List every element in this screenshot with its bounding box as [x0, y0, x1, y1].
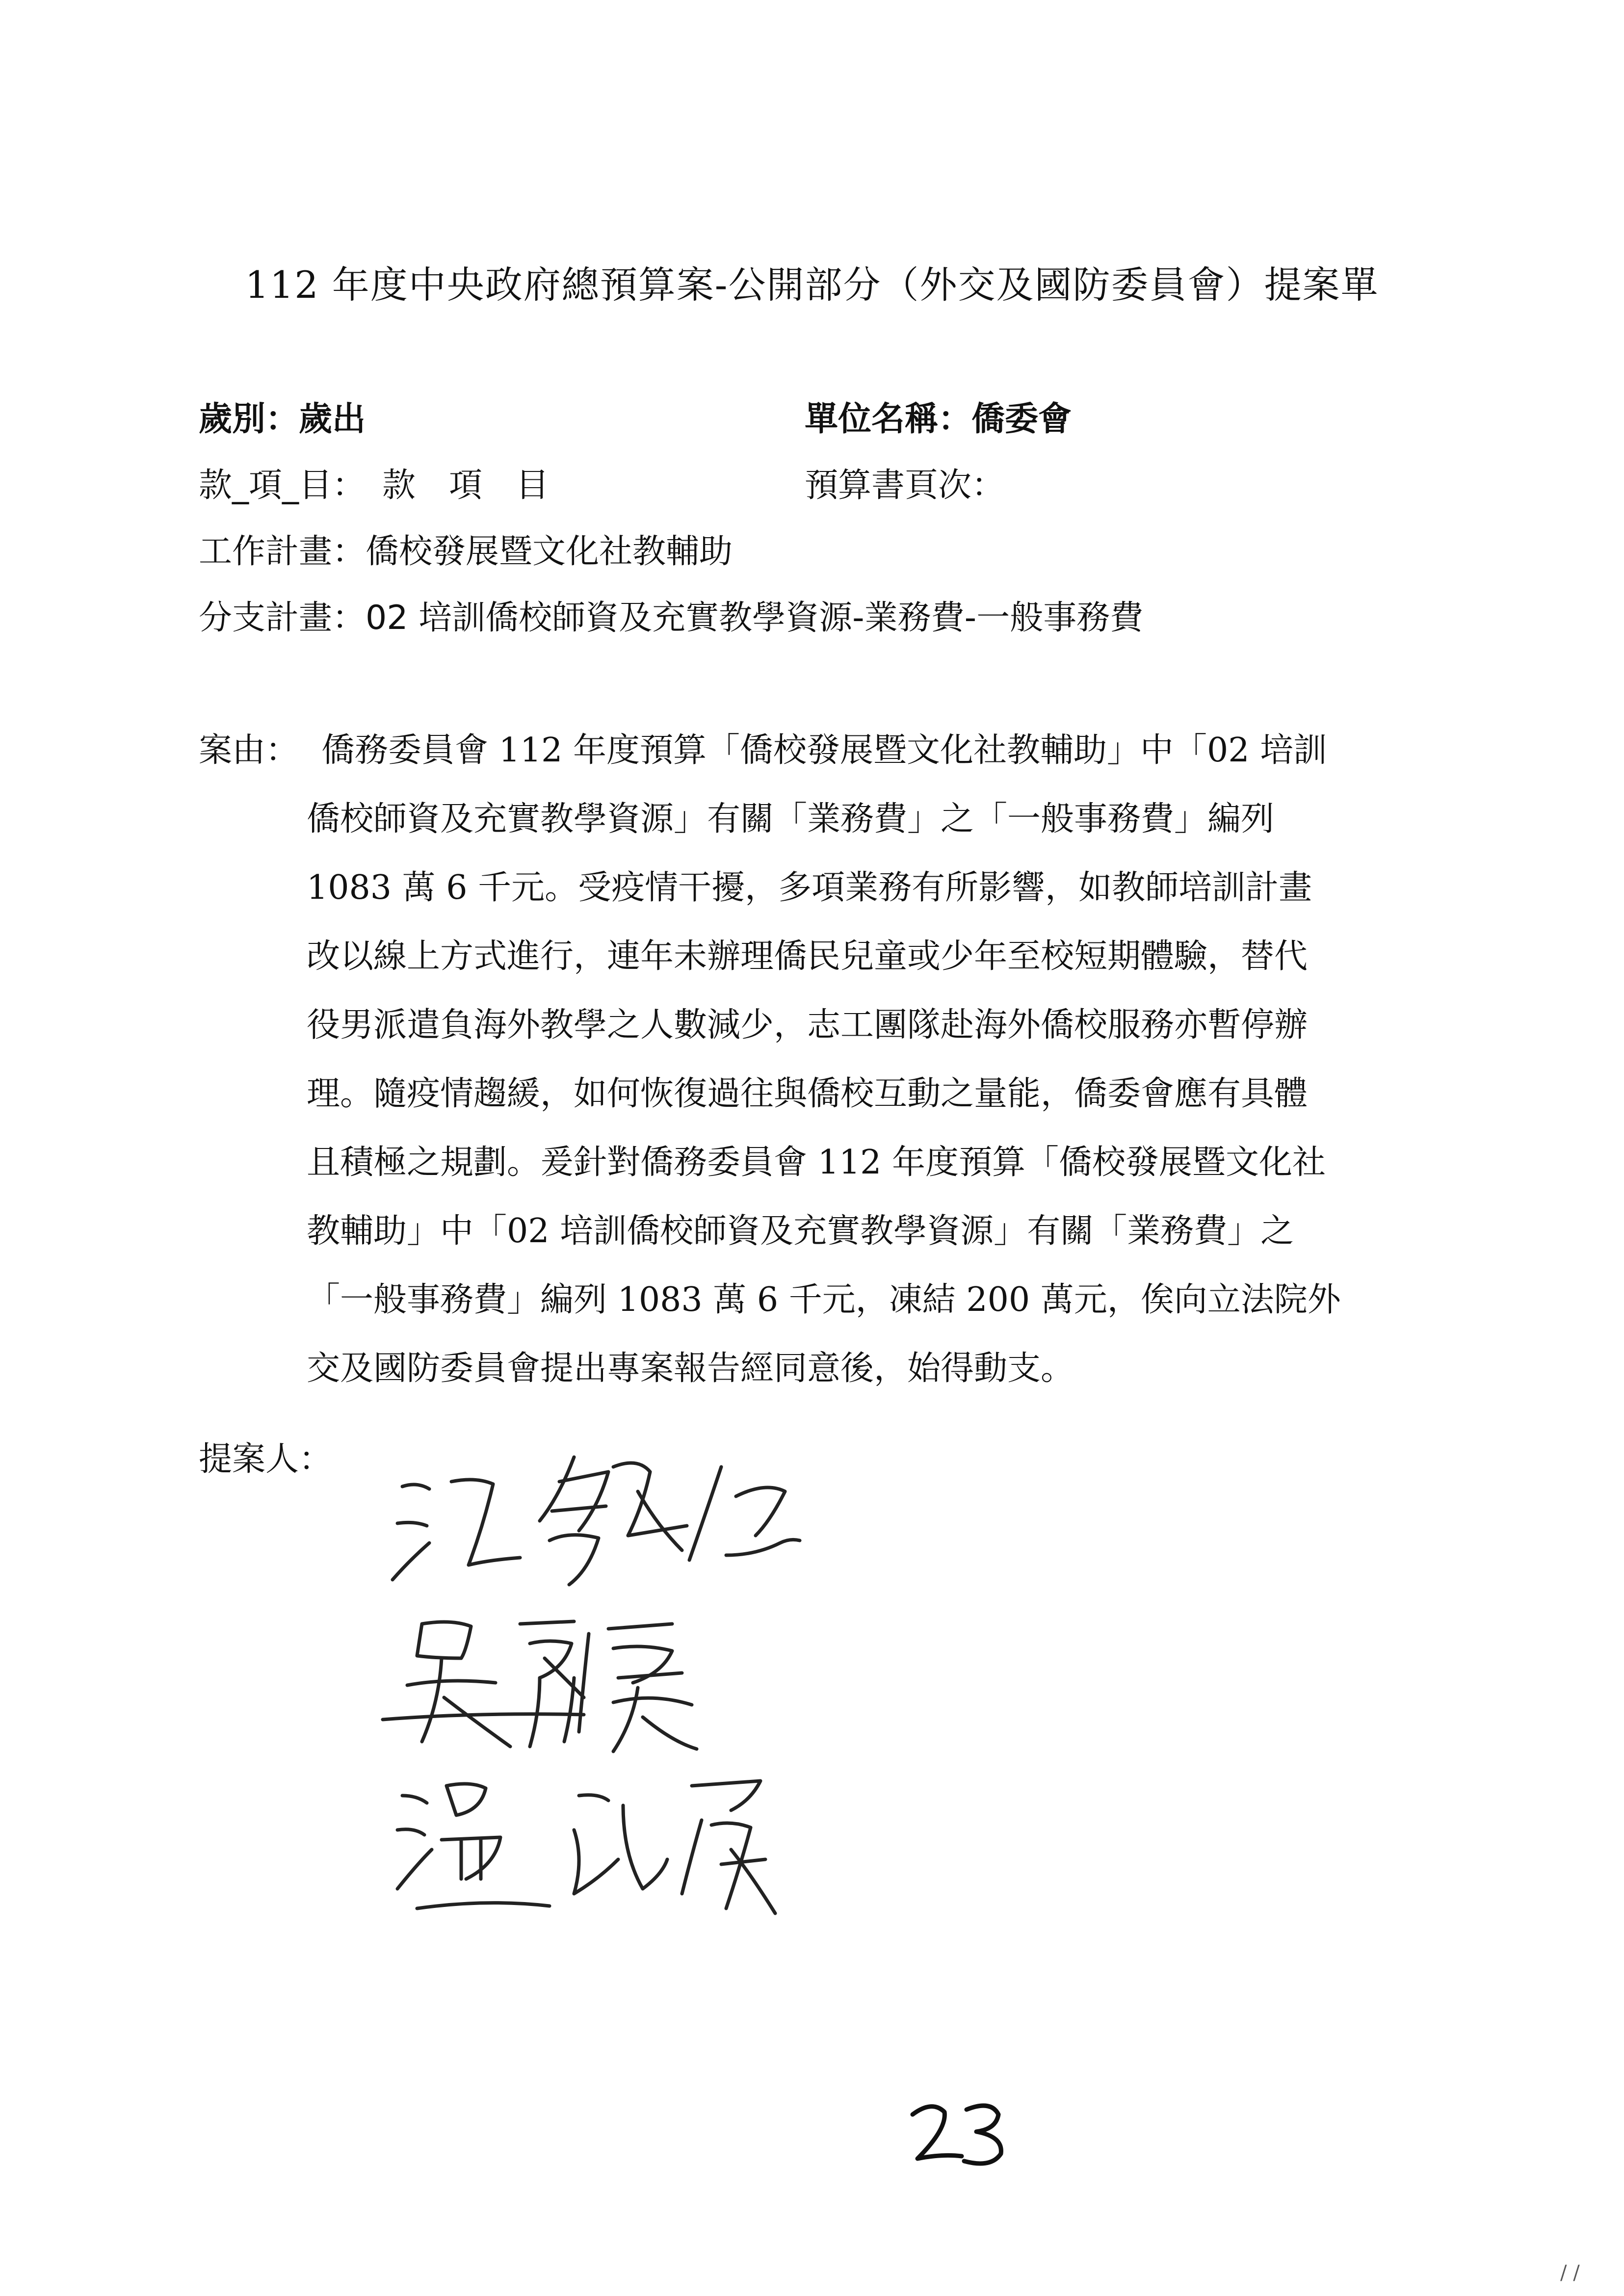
page-number-handwritten [898, 2095, 1016, 2173]
reason-text [307, 716, 1460, 1403]
reason-line: 1083 萬 6 千元。受疫情干擾，多項業務有所影響，如教師培訓計畫 [307, 868, 1312, 907]
budget-page-field: 預算書頁次： [805, 466, 1005, 505]
reason-line: 役男派遣負海外教學之人數減少，志工團隊赴海外僑校服務亦暫停辦 [307, 1006, 1308, 1044]
sub-plan: 分支計畫：02 培訓僑校師資及充實教學資源-業務費-一般事務費 [199, 599, 1144, 637]
reason-label: 案由： [199, 731, 299, 770]
work-plan: 工作計畫：僑校發展暨文化社教輔助 [199, 532, 733, 571]
year-type: 歲別：歲出 [199, 400, 366, 439]
reason-line: 交及國防委員會提出專案報告經同意後，始得動支。 [307, 1349, 1074, 1388]
item-field: 款_項_目： 款 項 目 [199, 466, 550, 505]
reason-line: 僑校師資及充實教學資源」有關「業務費」之「一般事務費」編列 [307, 800, 1275, 838]
reason-line: 且積極之規劃。爰針對僑務委員會 112 年度預算「僑校發展暨文化社 [307, 1143, 1326, 1182]
page-title: 112 年度中央政府總預算案-公開部分（外交及國防委員會）提案單 [245, 263, 1379, 307]
signature-3 [388, 1766, 810, 1928]
reason-line: 理。隨疫情趨緩，如何恢復過往與僑校互動之量能，僑委會應有具體 [307, 1074, 1308, 1113]
reason-line: 僑務委員會 112 年度預算「僑校發展暨文化社教輔助」中「02 培訓 [321, 731, 1327, 770]
proposer-label: 提案人： [199, 1440, 333, 1479]
reason-line: 改以線上方式進行，連年未辦理僑民兒童或少年至校短期體驗，替代 [307, 937, 1308, 976]
reason-line: 教輔助」中「02 培訓僑校師資及充實教學資源」有關「業務費」之 [307, 1212, 1294, 1251]
corner-mark: / / [1560, 2262, 1580, 2284]
signature-2 [378, 1604, 819, 1766]
unit-name: 單位名稱：僑委會 [805, 400, 1072, 439]
signature-1 [383, 1437, 824, 1604]
reason-line: 「一般事務費」編列 1083 萬 6 千元，凍結 200 萬元，俟向立法院外 [307, 1280, 1341, 1319]
reason-section [199, 716, 1460, 1403]
